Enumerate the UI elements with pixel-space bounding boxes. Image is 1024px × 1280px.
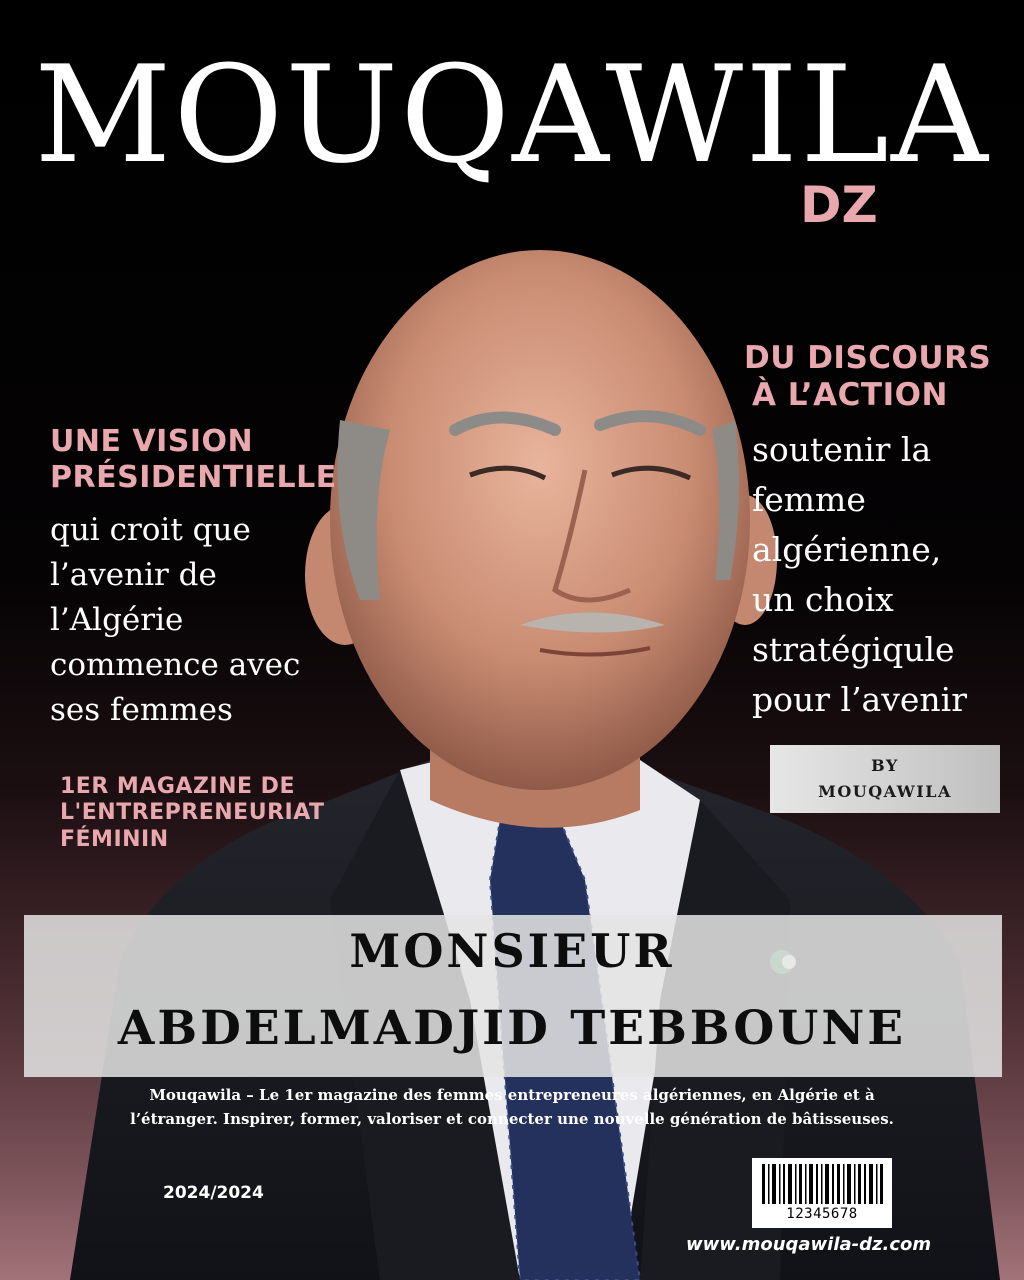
right-feature-kicker bbox=[744, 340, 1014, 414]
tagline bbox=[112, 1083, 912, 1131]
body-line: l’Algérie bbox=[50, 602, 184, 638]
body-line: l’avenir de bbox=[50, 557, 217, 593]
masthead-subtitle: DZ bbox=[800, 176, 878, 234]
body-line: algérienne, bbox=[752, 530, 942, 569]
body-line: soutenir la bbox=[752, 430, 932, 469]
body-line: qui croit que bbox=[50, 512, 251, 548]
kicker-line: FÉMININ bbox=[60, 826, 169, 852]
barcode-icon bbox=[752, 1158, 892, 1228]
body-line: femme bbox=[752, 480, 866, 519]
body-line: pour l’avenir bbox=[752, 680, 967, 719]
kicker-line: 1ER MAGAZINE DE bbox=[60, 774, 295, 799]
masthead-title: MOUQAWILA bbox=[34, 37, 990, 193]
kicker-line: UNE VISION bbox=[50, 424, 254, 459]
by-credit-box bbox=[770, 745, 1000, 813]
brand-kicker bbox=[60, 774, 350, 853]
barcode-bars bbox=[752, 1158, 892, 1208]
issue-year: 2024/2024 bbox=[163, 1183, 264, 1203]
kicker-line: DU DISCOURS bbox=[744, 340, 992, 376]
by-line: BY bbox=[871, 756, 899, 775]
body-line: un choix bbox=[752, 580, 894, 619]
kicker-line: L'ENTREPRENEURIAT bbox=[60, 800, 325, 826]
body-line: stratégiqule bbox=[752, 630, 955, 669]
body-line: commence avec bbox=[50, 647, 301, 683]
cover-name: ABDELMADJID TEBBOUNE bbox=[117, 1001, 907, 1056]
kicker-line: PRÉSIDENTIELLE bbox=[50, 460, 337, 495]
tagline-line: Mouqawila – Le 1er magazine des femmes entrepreneures algériennes, en Algérie et à bbox=[149, 1086, 875, 1104]
left-feature-kicker bbox=[50, 424, 350, 496]
right-feature-body bbox=[752, 425, 1012, 725]
tagline-line: l’étranger. Inspirer, former, valoriser et connecter une nouvelle génération de bâtisseuses. bbox=[130, 1110, 894, 1128]
website-link[interactable]: www.mouqawila-dz.com bbox=[686, 1234, 932, 1255]
cover-name-title: MONSIEUR bbox=[349, 924, 675, 978]
by-brand: MOUQAWILA bbox=[818, 782, 952, 801]
body-line: ses femmes bbox=[50, 692, 233, 728]
left-feature-body bbox=[50, 508, 350, 733]
barcode-number: 12345678 bbox=[786, 1206, 858, 1222]
kicker-line: À L’ACTION bbox=[752, 377, 948, 414]
